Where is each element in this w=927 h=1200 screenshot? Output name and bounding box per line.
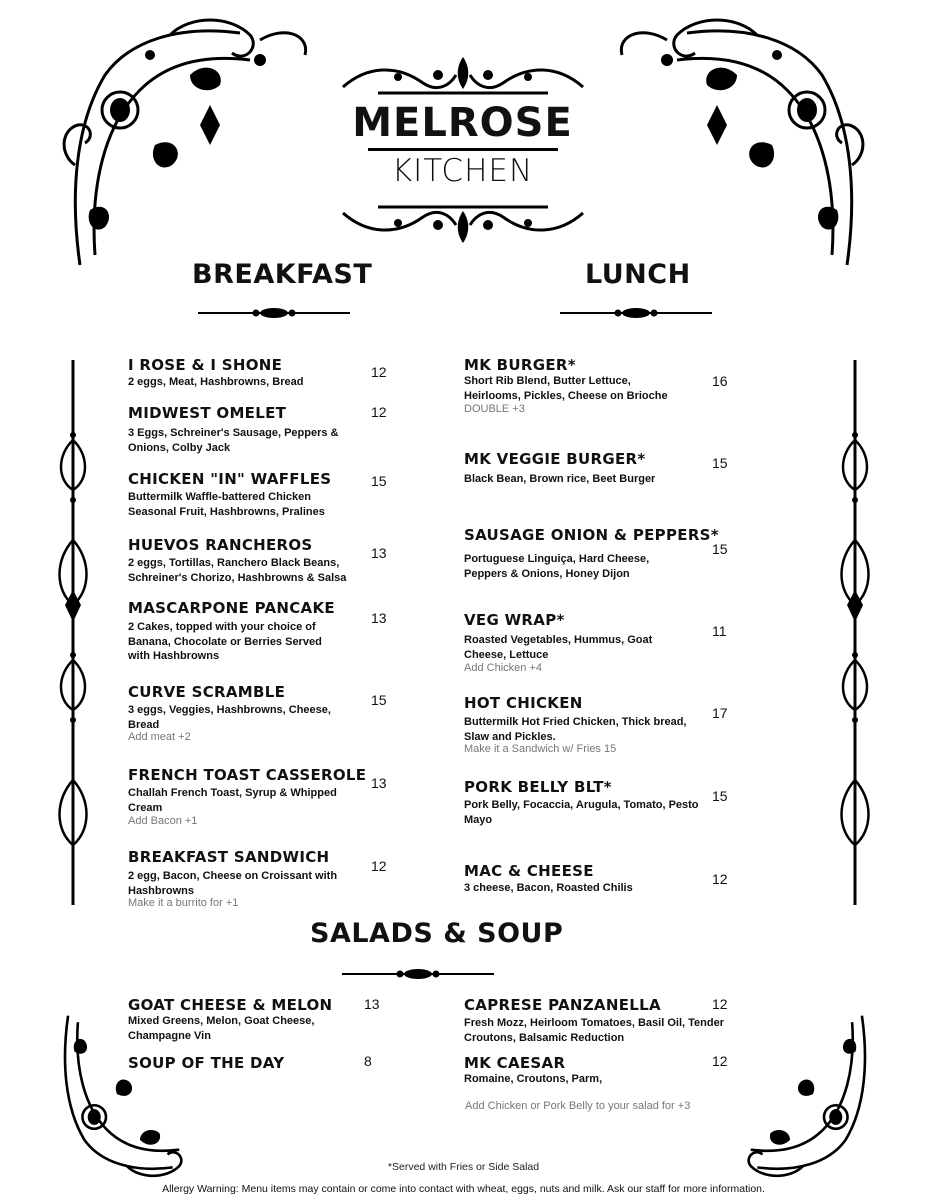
item-desc: 3 Eggs, Schreiner's Sausage, Peppers & Onions, Colby Jack (128, 427, 339, 454)
item-name: BREAKFAST SANDWICH (128, 848, 330, 866)
item-desc: Buttermilk Waffle-battered Chicken Seasonal Fruit, Hashbrowns, Pralines (128, 491, 325, 518)
item-price: 13 (371, 775, 387, 791)
item-note: Add meat +2 (128, 731, 191, 743)
item-name: PORK BELLY BLT* (464, 778, 612, 796)
divider-lunch-icon (560, 305, 712, 321)
brand-sub: KITCHEN (391, 153, 534, 189)
item-name: MIDWEST OMELET (128, 404, 287, 422)
item-name: MK VEGGIE BURGER* (464, 450, 646, 468)
item-desc: Portuguese Linguiça, Hard Cheese, Peppers & Onions, Honey Dijon (464, 553, 650, 580)
item-price: 8 (364, 1053, 372, 1069)
item-desc: Challah French Toast, Syrup & Whipped Cream (128, 787, 337, 814)
divider-breakfast-icon (198, 305, 350, 321)
item-price: 12 (712, 996, 728, 1012)
divider-salads-icon (342, 966, 494, 982)
item-name: HOT CHICKEN (464, 694, 583, 712)
item-desc: Buttermilk Hot Fried Chicken, Thick bread, Slaw and Pickles. (464, 716, 687, 743)
ornament-top-left-icon (60, 15, 320, 280)
item-desc: Romaine, Croutons, Parm, (464, 1073, 603, 1085)
brand-name: MELROSE (352, 100, 573, 146)
item-desc: Black Bean, Brown rice, Beet Burger (464, 473, 656, 485)
item-price: 12 (712, 871, 728, 887)
item-desc: 2 eggs, Meat, Hashbrowns, Bread (128, 376, 304, 388)
item-desc: Mixed Greens, Melon, Goat Cheese, Champagne Vin (128, 1015, 315, 1042)
item-desc: 2 egg, Bacon, Cheese on Croissant with Hashbrowns (128, 870, 338, 897)
item-price: 15 (712, 788, 728, 804)
item-desc: Fresh Mozz, Heirloom Tomatoes, Basil Oil, Tender Croutons, Balsamic Reduction (464, 1017, 724, 1044)
item-desc: Pork Belly, Focaccia, Arugula, Tomato, Pesto Mayo (464, 799, 699, 826)
item-note: Add Bacon +1 (128, 815, 198, 827)
item-price: 15 (712, 455, 728, 471)
item-name: MK BURGER* (464, 356, 576, 374)
item-note: Add Chicken +4 (464, 662, 542, 674)
item-name: MAC & CHEESE (464, 862, 594, 880)
item-desc: 3 eggs, Veggies, Hashbrowns, Cheese, Bread (128, 704, 331, 731)
item-desc: Short Rib Blend, Butter Lettuce, Heirlooms, Pickles, Cheese on Brioche (464, 375, 668, 402)
side-border-left-icon (55, 360, 91, 905)
item-price: 15 (371, 473, 387, 489)
flourish-top-icon (338, 55, 588, 100)
item-desc: 2 eggs, Tortillas, Ranchero Black Beans, Schreiner's Chorizo, Hashbrowns & Salsa (128, 557, 347, 584)
flourish-bottom-icon (338, 200, 588, 245)
item-name: I ROSE & I SHONE (128, 356, 283, 374)
item-name: SAUSAGE ONION & PEPPERS* (464, 526, 719, 544)
served-note: *Served with Fries or Side Salad (387, 1161, 540, 1173)
item-name: VEG WRAP* (464, 611, 565, 629)
item-name: MK CAESAR (464, 1054, 566, 1072)
item-price: 12 (371, 404, 387, 420)
section-title-salads: SALADS & SOUP (310, 918, 564, 949)
item-name: SOUP OF THE DAY (128, 1054, 285, 1072)
item-name: FRENCH TOAST CASSEROLE (128, 766, 367, 784)
item-desc: Roasted Vegetables, Hummus, Goat Cheese, Lettuce (464, 634, 653, 661)
ornament-top-right-icon (607, 15, 867, 280)
item-price: 16 (712, 373, 728, 389)
item-price: 13 (371, 545, 387, 561)
item-price: 13 (364, 996, 380, 1012)
item-desc: 3 cheese, Bacon, Roasted Chilis (464, 882, 633, 894)
item-name: CURVE SCRAMBLE (128, 683, 286, 701)
item-name: CHICKEN "IN" WAFFLES (128, 470, 332, 488)
side-border-right-icon (837, 360, 873, 905)
item-desc: 2 Cakes, topped with your choice of Banana, Chocolate or Berries Served with Hashbrowns (128, 621, 322, 662)
item-note: Make it a Sandwich w/ Fries 15 (464, 743, 617, 755)
item-price: 12 (712, 1053, 728, 1069)
item-name: GOAT CHEESE & MELON (128, 996, 333, 1014)
item-price: 12 (371, 858, 387, 874)
item-note: Make it a burrito for +1 (128, 897, 239, 909)
item-price: 11 (712, 623, 727, 639)
section-title-breakfast: BREAKFAST (192, 259, 373, 290)
item-price: 15 (712, 541, 728, 557)
item-price: 13 (371, 610, 387, 626)
item-price: 15 (371, 692, 387, 708)
section-title-lunch: LUNCH (585, 259, 691, 290)
brand-underline (368, 148, 558, 151)
item-price: 12 (371, 364, 387, 380)
item-name: MASCARPONE PANCAKE (128, 599, 335, 617)
allergy-warning: Allergy Warning: Menu items may contain or come into contact with wheat, eggs, nuts and milk. Ask our staff for more information. (162, 1183, 765, 1195)
item-name: CAPRESE PANZANELLA (464, 996, 661, 1014)
item-price: 17 (712, 705, 728, 721)
salad-add-note: Add Chicken or Pork Belly to your salad for +3 (465, 1100, 691, 1112)
item-note: DOUBLE +3 (464, 403, 525, 415)
item-name: HUEVOS RANCHEROS (128, 536, 313, 554)
